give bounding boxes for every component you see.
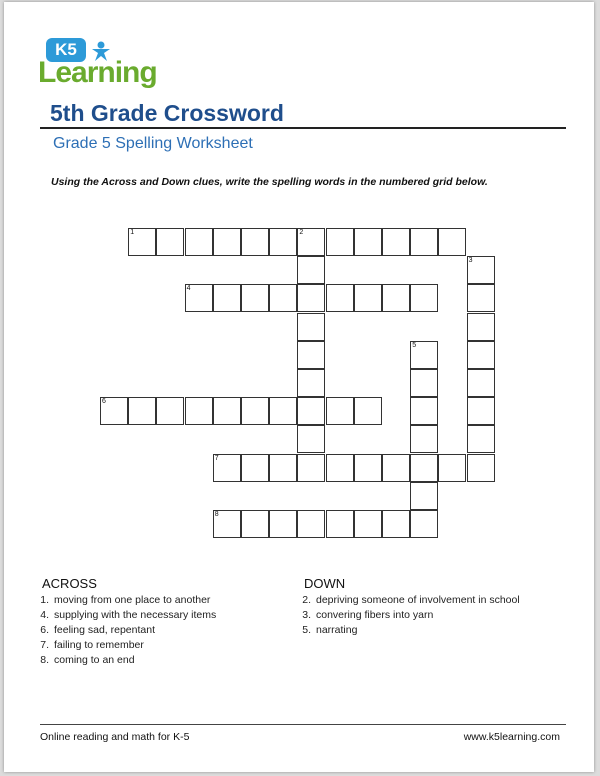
crossword-cell[interactable]: [410, 228, 438, 256]
crossword-cell[interactable]: [467, 369, 495, 397]
crossword-cell[interactable]: [410, 454, 438, 482]
clue-text: depriving someone of involvement in school: [316, 594, 520, 606]
crossword-cell[interactable]: [241, 454, 269, 482]
across-clue: [31, 638, 216, 653]
crossword-cell[interactable]: [326, 397, 354, 425]
crossword-cell[interactable]: [467, 425, 495, 453]
crossword-cell[interactable]: [100, 397, 128, 425]
clue-text: coming to an end: [54, 654, 135, 666]
crossword-cell[interactable]: [185, 284, 213, 312]
crossword-cell[interactable]: [326, 510, 354, 538]
crossword-cell[interactable]: [213, 454, 241, 482]
crossword-cell[interactable]: [410, 425, 438, 453]
crossword-cell[interactable]: [438, 228, 466, 256]
crossword-cell[interactable]: [297, 256, 325, 284]
crossword-cell[interactable]: [326, 284, 354, 312]
crossword-cell[interactable]: [297, 425, 325, 453]
down-clue: [293, 623, 520, 638]
k5-learning-logo[interactable]: [38, 38, 158, 88]
page-title: 5th Grade Crossword: [50, 100, 284, 126]
crossword-cell[interactable]: [297, 313, 325, 341]
crossword-cell[interactable]: [128, 397, 156, 425]
down-clue: [293, 593, 520, 608]
clue-text: supplying with the necessary items: [54, 609, 217, 621]
clue-number-label: 2.: [302, 594, 311, 606]
clue-number: 2: [299, 229, 304, 236]
footer-tagline: Online reading and math for K-5: [40, 731, 190, 743]
crossword-cell[interactable]: [213, 510, 241, 538]
crossword-cell[interactable]: [410, 397, 438, 425]
crossword-cell[interactable]: [241, 228, 269, 256]
page-subtitle: Grade 5 Spelling Worksheet: [53, 135, 253, 152]
across-clue: [31, 653, 216, 668]
crossword-cell[interactable]: [213, 284, 241, 312]
clue-text: failing to remember: [54, 639, 144, 651]
crossword-cell[interactable]: [467, 397, 495, 425]
clue-number: 7: [214, 454, 219, 462]
across-clue: [31, 593, 216, 608]
clue-text: convering fibers into yarn: [316, 609, 434, 621]
crossword-cell[interactable]: [269, 284, 297, 312]
across-heading: ACROSS: [42, 576, 97, 591]
crossword-cell[interactable]: [354, 284, 382, 312]
across-clue: [31, 623, 216, 638]
crossword-cell[interactable]: [467, 284, 495, 312]
clue-text: feeling sad, repentant: [54, 624, 155, 636]
crossword-cell[interactable]: [326, 228, 354, 256]
worksheet-page: [4, 2, 594, 772]
clue-number-label: 4.: [40, 609, 49, 621]
crossword-cell[interactable]: [326, 454, 354, 482]
crossword-cell[interactable]: [410, 341, 438, 369]
crossword-cell[interactable]: [410, 510, 438, 538]
instructions-text: Using the Across and Down clues, write the spelling words in the numbered grid below.: [51, 176, 488, 188]
clue-number-label: 1.: [40, 594, 49, 606]
crossword-cell[interactable]: [185, 228, 213, 256]
crossword-cell[interactable]: [185, 397, 213, 425]
crossword-cell[interactable]: [382, 454, 410, 482]
down-clue: [293, 608, 520, 623]
crossword-cell[interactable]: [269, 397, 297, 425]
clue-number: 4: [186, 285, 191, 293]
crossword-cell[interactable]: [438, 454, 466, 482]
crossword-cell[interactable]: [297, 510, 325, 538]
across-clue-list: [31, 593, 216, 668]
crossword-cell[interactable]: [354, 510, 382, 538]
clue-number-label: 5.: [302, 624, 311, 636]
crossword-cell[interactable]: [128, 228, 156, 256]
crossword-cell[interactable]: [213, 228, 241, 256]
crossword-cell[interactable]: [410, 369, 438, 397]
clue-text: moving from one place to another: [54, 594, 211, 606]
clue-text: narrating: [316, 624, 358, 636]
clue-number-label: 8.: [40, 654, 49, 666]
crossword-cell[interactable]: [241, 397, 269, 425]
clue-number-label: 6.: [40, 624, 49, 636]
crossword-cell[interactable]: [297, 284, 325, 312]
crossword-cell[interactable]: [410, 482, 438, 510]
crossword-cell[interactable]: [297, 228, 325, 256]
crossword-cell[interactable]: [354, 397, 382, 425]
crossword-cell[interactable]: [269, 454, 297, 482]
title-divider: [40, 127, 566, 129]
clue-number-label: 7.: [40, 639, 49, 651]
footer-divider: [40, 724, 566, 725]
crossword-cell[interactable]: [269, 510, 297, 538]
crossword-cell[interactable]: [467, 313, 495, 341]
crossword-cell[interactable]: [297, 397, 325, 425]
footer-website-link[interactable]: www.k5learning.com: [463, 731, 560, 743]
crossword-cell[interactable]: [354, 454, 382, 482]
across-clue: [31, 608, 216, 623]
crossword-cell[interactable]: [241, 284, 269, 312]
logo-word: Learning: [38, 56, 157, 89]
crossword-cell[interactable]: [156, 397, 184, 425]
crossword-cell[interactable]: [241, 510, 269, 538]
crossword-cell[interactable]: [410, 284, 438, 312]
crossword-cell[interactable]: [382, 510, 410, 538]
crossword-cell[interactable]: [297, 341, 325, 369]
down-clue-list: [293, 593, 520, 638]
crossword-cell[interactable]: [156, 228, 184, 256]
crossword-cell[interactable]: [297, 369, 325, 397]
crossword-cell[interactable]: [213, 397, 241, 425]
crossword-cell[interactable]: [467, 454, 495, 482]
down-heading: DOWN: [304, 576, 346, 591]
crossword-cell[interactable]: [354, 228, 382, 256]
crossword-cell[interactable]: [269, 228, 297, 256]
clue-number-label: 3.: [302, 609, 311, 621]
clue-number: 6: [102, 398, 106, 406]
clue-number: 1: [130, 229, 135, 236]
crossword-cell[interactable]: [467, 256, 495, 284]
clue-number: 3: [468, 257, 473, 265]
logo-badge: K5: [46, 38, 86, 62]
crossword-cell[interactable]: [467, 341, 495, 369]
crossword-cell[interactable]: [382, 284, 410, 312]
crossword-cell[interactable]: [382, 228, 410, 256]
crossword-cell[interactable]: [297, 454, 325, 482]
clue-number: 8: [214, 511, 219, 518]
clue-number: 5: [412, 341, 417, 349]
